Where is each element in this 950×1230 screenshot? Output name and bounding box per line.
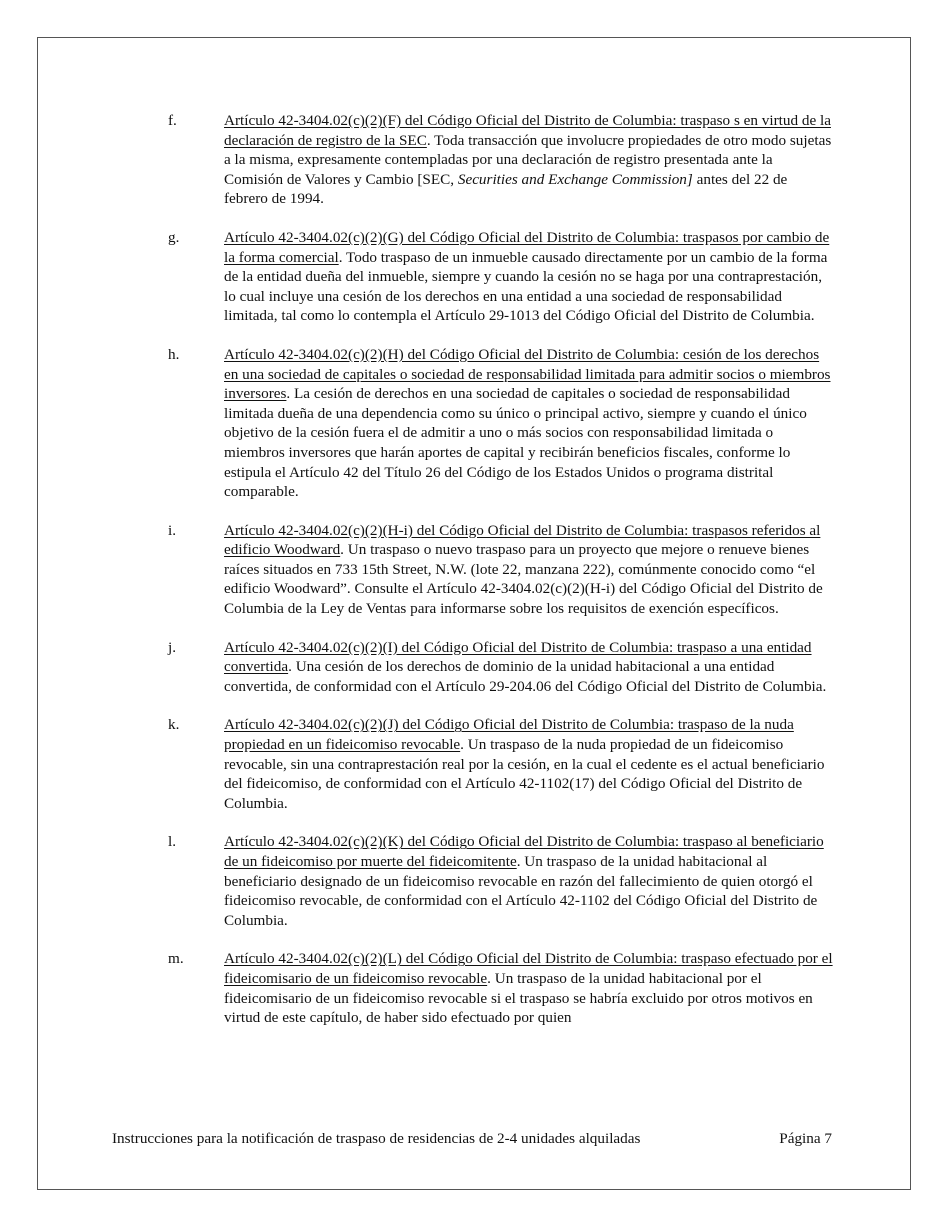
item-letter: j. — [168, 638, 177, 656]
item-body: . Todo traspaso de un inmueble causado directamente por un cambio de la forma de la entidad dueña del inmueble, siempre y cuando la cesión no se haga por una contraprestación, lo cual incluye una cesión de los derechos en una entidad a una sociedad de responsabilidad limitada, tal como lo contempla el Artículo 29-1013 del Código Oficial del Distrito de Columbia. — [224, 248, 828, 325]
item-body: . Una cesión de los derechos de dominio de la unidad habitacional a una entidad convertida, de conformidad con el Artículo 29-204.06 del Código Oficial del Distrito de Columbia. — [224, 658, 827, 695]
list-item-l — [0, 832, 834, 930]
item-letter: m. — [168, 950, 184, 968]
item-heading: Artículo 42-3404.02(c)(2)(K) del Código Oficial del Distrito de Columbia: traspaso al beneficiario de un fideicomiso por muerte del fideicomitente — [224, 833, 824, 870]
list-item-g — [0, 228, 834, 326]
item-letter: k. — [168, 716, 180, 734]
item-letter: l. — [168, 833, 177, 851]
list-item-i — [0, 521, 834, 619]
item-body: . Un traspaso de la unidad habitacional al beneficiario designado de un fideicomiso revocable en razón del fallecimiento de quien otorgó el fideicomiso revocable, de conformidad con el Artículo 42-1102 del Código Oficial del Distrito de Columbia. — [224, 853, 818, 929]
list-item-j — [0, 638, 834, 697]
item-letter: h. — [168, 345, 180, 363]
item-heading: Artículo 42-3404.02(c)(2)(L) del Código Oficial del Distrito de Columbia: traspaso efectuado por el fideicomisario de un fideicomiso revocable — [224, 950, 833, 987]
item-letter: f. — [168, 112, 177, 129]
item-heading: Artículo 42-3404.02(c)(2)(H) del Código Oficial del Distrito de Columbia: cesión de los derechos en una sociedad de capitales o sociedad de responsabilidad limitada para admitir socios o miembros inversores — [224, 345, 831, 403]
exemptions-list — [0, 111, 950, 1047]
footer-title: Instrucciones para la notificación de traspaso de residencias de 2-4 unidades alquiladas — [112, 1130, 641, 1147]
item-letter: i. — [168, 521, 177, 539]
item-heading: Artículo 42-3404.02(c)(2)(H-i) del Código Oficial del Distrito de Columbia: traspasos referidos al edificio Woodward — [224, 521, 821, 559]
item-italic-text: Securities and Exchange Commission] — [457, 170, 693, 188]
item-letter: g. — [168, 228, 180, 246]
item-heading: Artículo 42-3404.02(c)(2)(G) del Código Oficial del Distrito de Columbia: traspasos por cambio de la forma comercial — [224, 228, 830, 266]
item-heading: Artículo 42-3404.02(c)(2)(J) del Código Oficial del Distrito de Columbia: traspaso de la nuda propiedad en un fideicomiso revocable — [224, 716, 794, 754]
item-heading: Artículo 42-3404.02(c)(2)(I) del Código Oficial del Distrito de Columbia: traspaso a una entidad convertida — [224, 638, 812, 676]
item-body: . Un traspaso de la nuda propiedad de un fideicomiso revocable, sin una contraprestación real por la cesión, en la cual el cedente es el actual beneficiario del fideicomiso, de conformidad con el Artículo 42-1102(17) del Código Oficial del Distrito de Columbia. — [224, 736, 825, 812]
list-item-f — [0, 111, 834, 209]
item-body: . Un traspaso de la unidad habitacional por el fideicomisario de un fideicomiso revocable si el traspaso se habría excluido por otros motivos en virtud de este capítulo, de haber sido efectuado por quien — [224, 969, 813, 1027]
item-body: . La cesión de derechos en una sociedad de capitales o sociedad de responsabilidad limitada dueña de una dependencia como su único o principal activo, siempre y cuando el único objetivo de la cesión fuera el de admitir a uno o más socios con responsabilidad limitada o miembros inversores que harán aportes de capital y recibirán beneficios fiscales, conforme lo estipula el Artículo 42 del Título 26 del Código de los Estados Unidos o programa distrital comparable. — [224, 385, 807, 501]
item-body: . Un traspaso o nuevo traspaso para un proyecto que mejore o renueve bienes raíces situados en 733 15th Street, N.W. (lote 22, manzana 222), comúnmente conocido como “el edificio Woodward”. Consulte el Artículo 42-3404.02(c)(2)(H-i) del Código Oficial del Distrito de Columbia de la Ley de Ventas para informarse sobre los requisitos de exención específicos. — [224, 541, 823, 618]
list-item-h — [0, 345, 834, 502]
list-item-k — [0, 715, 834, 813]
item-body-end: antes del 22 de febrero de 1994. — [224, 170, 788, 208]
item-body: . Toda transacción que involucre propiedades de otro modo sujetas a la misma, expresamente contempladas por una declaración de registro presentada ante la Comisión de Valores y Cambio [SEC, — [224, 131, 832, 188]
item-heading: Artículo 42-3404.02(c)(2)(F) del Código Oficial del Distrito de Columbia: traspaso s en virtud de la declaración de registro de la SEC — [224, 112, 831, 149]
list-item-m — [0, 949, 834, 1027]
page-number: Página 7 — [779, 1130, 832, 1147]
